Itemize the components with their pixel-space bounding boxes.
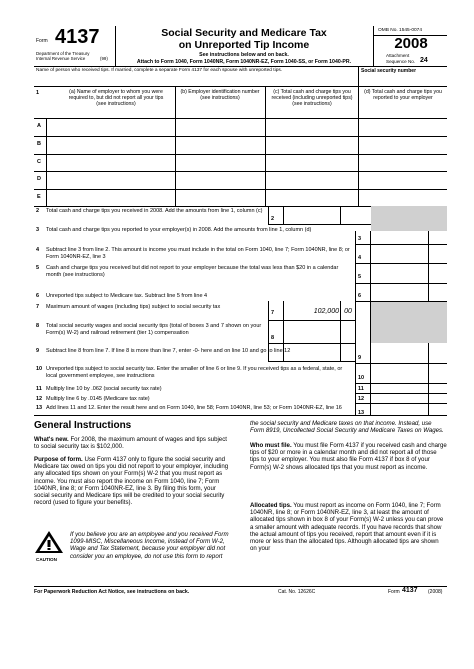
line-7-number: 7 (36, 304, 40, 310)
line-8-text: Total social security wages and social security tips (total of boxes 3 and 7 shown on your Form(s) W-2) and railroad retirement (tier 1) compensation (46, 323, 262, 336)
box-13: 13 (358, 410, 365, 416)
line-7-cents: 00 (344, 308, 352, 315)
line-10-number: 10 (36, 366, 43, 372)
tax-year: 2008 (394, 35, 428, 52)
col-c-header: (c) Total cash and charge tips you received (including unreported tips) (see instructions) (271, 89, 353, 107)
line-12-amount[interactable] (371, 394, 447, 402)
box-3: 3 (358, 236, 362, 242)
allocated-text: You must report as income on Form 1040, line 7; Form 1040NR, line 8; or Form 1040NR-EZ, line 3, at least the amount of allocated tips shown in box 8 of your Form(s) W-2 unless you can prove a smaller amount with adequate records. If you have records that show the actual amount of tips you received, report that amount even if it is more or less than the allocated tips. Although allocated tips are shown on your (250, 502, 444, 553)
purpose-title: Purpose of form. (34, 456, 83, 463)
form-label: Form (36, 38, 48, 44)
line-12-text: Multiply line 6 by .0145 (Medicare tax rate) (46, 396, 150, 402)
row-c-label: C (37, 159, 41, 165)
line-4-amount[interactable] (371, 245, 447, 262)
whats-new-paragraph (34, 436, 231, 450)
sequence-number: 24 (420, 57, 428, 64)
box-2: 2 (271, 216, 275, 222)
title-line2: on Unreported Tip Income (178, 39, 310, 51)
line-5-amount[interactable] (371, 264, 447, 282)
form-number: 4137 (55, 26, 100, 48)
line-6-amount[interactable] (371, 284, 447, 300)
seq-code: (99) (100, 56, 108, 61)
line-9-text: Subtract line 8 from line 7. If line 8 is more than line 7, enter -0- here and on line 10 and go to line 12 (46, 348, 291, 354)
right-intro-text: the social security and Medicare taxes on that income. Instead, use Form 8919, Uncollected Social Security and Medicare Taxes on Wages. (250, 420, 444, 435)
line-11-text: Multiply line 10 by .062 (social security tax rate) (46, 386, 162, 392)
footer-form-label: Form (388, 589, 400, 595)
footer-year: (2008) (428, 589, 443, 595)
box-5: 5 (358, 274, 362, 280)
box-10: 10 (358, 375, 365, 381)
box-7: 7 (271, 310, 275, 316)
who-must-file-paragraph (250, 442, 447, 471)
purpose-paragraph (34, 456, 231, 506)
box-12: 12 (358, 396, 365, 402)
caution-text: If you believe you are an employee and you received Form 1099-MISC, Miscellaneous Income, instead of Form W-2, Wage and Tax Statement, because your employer did not consider you an employee, do not use this form to report (70, 531, 229, 560)
table-col-c-cells[interactable] (266, 119, 357, 205)
line-11-amount[interactable] (371, 384, 447, 392)
line-2-amount[interactable] (284, 207, 354, 223)
omb-number: OMB No. 1545-0074 (378, 28, 422, 33)
row-e-label: E (37, 194, 41, 200)
whats-new-title: What's new. (34, 436, 69, 443)
box-11: 11 (358, 386, 364, 392)
footer-form-number: 4137 (402, 587, 418, 594)
col-a-header: (a) Name of employer to whom you were required to, but did not report all your tips (see instructions) (68, 89, 164, 107)
title-line1: Social Security and Medicare Tax (161, 27, 327, 39)
box-6: 6 (358, 293, 362, 299)
allocated-tips-paragraph (250, 502, 447, 552)
line-9-amount[interactable] (371, 344, 447, 362)
line-4-text: Subtract line 3 from line 2. This amount is income you must include in the total on Form 1040, line 7; Form 1040NR, line 8; or Form 1040NR-EZ, line 3 (46, 247, 350, 260)
row-d-label: D (37, 176, 41, 182)
dept-line2: Internal Revenue Service (36, 56, 86, 61)
box-8: 8 (271, 335, 275, 341)
line-13-amount[interactable] (371, 404, 447, 414)
subtitle: See instructions below and on back. (199, 52, 289, 58)
ssn-field[interactable] (360, 74, 446, 85)
ssn-label: Social security number (361, 68, 417, 74)
col-b-header: (b) Employer identification number (see instructions) (180, 89, 260, 101)
dept-line1: Department of the Treasury (36, 51, 90, 56)
table-col-a-cells[interactable] (47, 119, 174, 205)
line-3-number: 3 (36, 227, 40, 233)
line-11-number: 11 (36, 386, 42, 392)
line-3-text: Total cash and charge tips you reported to your employer(s) in 2008. Add the amounts from line 1, column (d) (46, 227, 312, 233)
line-9-number: 9 (36, 348, 40, 354)
box-9: 9 (358, 355, 362, 361)
table-col-b-cells[interactable] (176, 119, 264, 205)
col-d-header: (d) Total cash and charge tips you reported to your employer (364, 89, 442, 101)
box-4: 4 (358, 255, 362, 261)
line-7-text: Maximum amount of wages (including tips) subject to social security tax (46, 304, 221, 310)
name-label: Name of person who received tips. If married, complete a separate Form 4137 for each spouse with unreported tips. (36, 68, 283, 73)
row-a-label: A (37, 123, 41, 129)
purpose-text: Use Form 4137 only to figure the social security and Medicare tax owed on tips you did not report to your employer, including any allocated tips shown on your Form(s) W-2 that you must report as income. You must also report the income on Form 1040, line 7; Form 1040NR, line 8; or Form 1040NR-EZ, line 3. By filing this form, your social security and Medicare tips will be credited to your social security record (used to figure your benefits). (34, 456, 229, 507)
instructions-heading: General Instructions (34, 420, 132, 431)
line-2-number: 2 (36, 208, 40, 214)
line-8-amount[interactable] (284, 321, 354, 342)
line-8-number: 8 (36, 323, 40, 329)
line-6-number: 6 (36, 293, 40, 299)
caution-icon (34, 530, 64, 556)
line-10-text: Unreported tips subject to social security tax. Enter the smaller of line 6 or line 9. If you received tips as a federal, state, or local government employee, see instructions (46, 366, 343, 379)
paperwork-notice: For Paperwork Reduction Act Notice, see instructions on back. (34, 589, 190, 595)
line-4-number: 4 (36, 247, 40, 253)
caution-label: CAUTION (36, 557, 57, 562)
line-1-number: 1 (36, 90, 40, 96)
catalog-number: Cat. No. 12626C (278, 589, 316, 595)
attach-line: Attach to Form 1040, Form 1040NR, Form 1040NR-EZ, Form 1040-SS, or Form 1040-PR. (136, 59, 352, 65)
line-13-number: 13 (36, 405, 43, 411)
line-5-text: Cash and charge tips you received but did not report to your employer because the total was less than $20 in a calendar month (see instructions) (46, 265, 339, 278)
line-2-text: Total cash and charge tips you received in 2008. Add the amounts from line 1, column (c) (46, 208, 263, 214)
line-13-text: Add lines 11 and 12. Enter the result here and on Form 1040, line 58; Form 1040NR, line 53; or Form 1040NR-EZ, line 16 (46, 405, 342, 411)
who-title: Who must file. (250, 442, 292, 449)
line-3-amount[interactable] (371, 232, 447, 243)
table-col-d-cells[interactable] (359, 119, 446, 205)
line-7-amount: 102,000 (313, 308, 339, 315)
name-field[interactable] (36, 74, 356, 85)
sequence-label: Sequence No. (386, 59, 416, 64)
row-b-label: B (37, 141, 41, 147)
attachment-label: Attachment (386, 53, 410, 58)
allocated-title: Allocated tips. (250, 502, 292, 509)
who-text: You must file Form 4137 if you received cash and charge tips of $20 or more in a calendar month and did not report all of those tips to your employer. You must also file Form 4137 if box 8 of your Form(s) W-2 shows allocated tips that you must report as income. (250, 442, 447, 471)
line-10-amount[interactable] (371, 364, 447, 382)
whats-new-text: For 2008, the maximum amount of wages and tips subject to social security tax is $102,000. (34, 436, 227, 451)
line-6-text: Unreported tips subject to Medicare tax. Subtract line 5 from line 4 (46, 293, 208, 299)
line-5-number: 5 (36, 265, 40, 271)
line-12-number: 12 (36, 396, 43, 402)
